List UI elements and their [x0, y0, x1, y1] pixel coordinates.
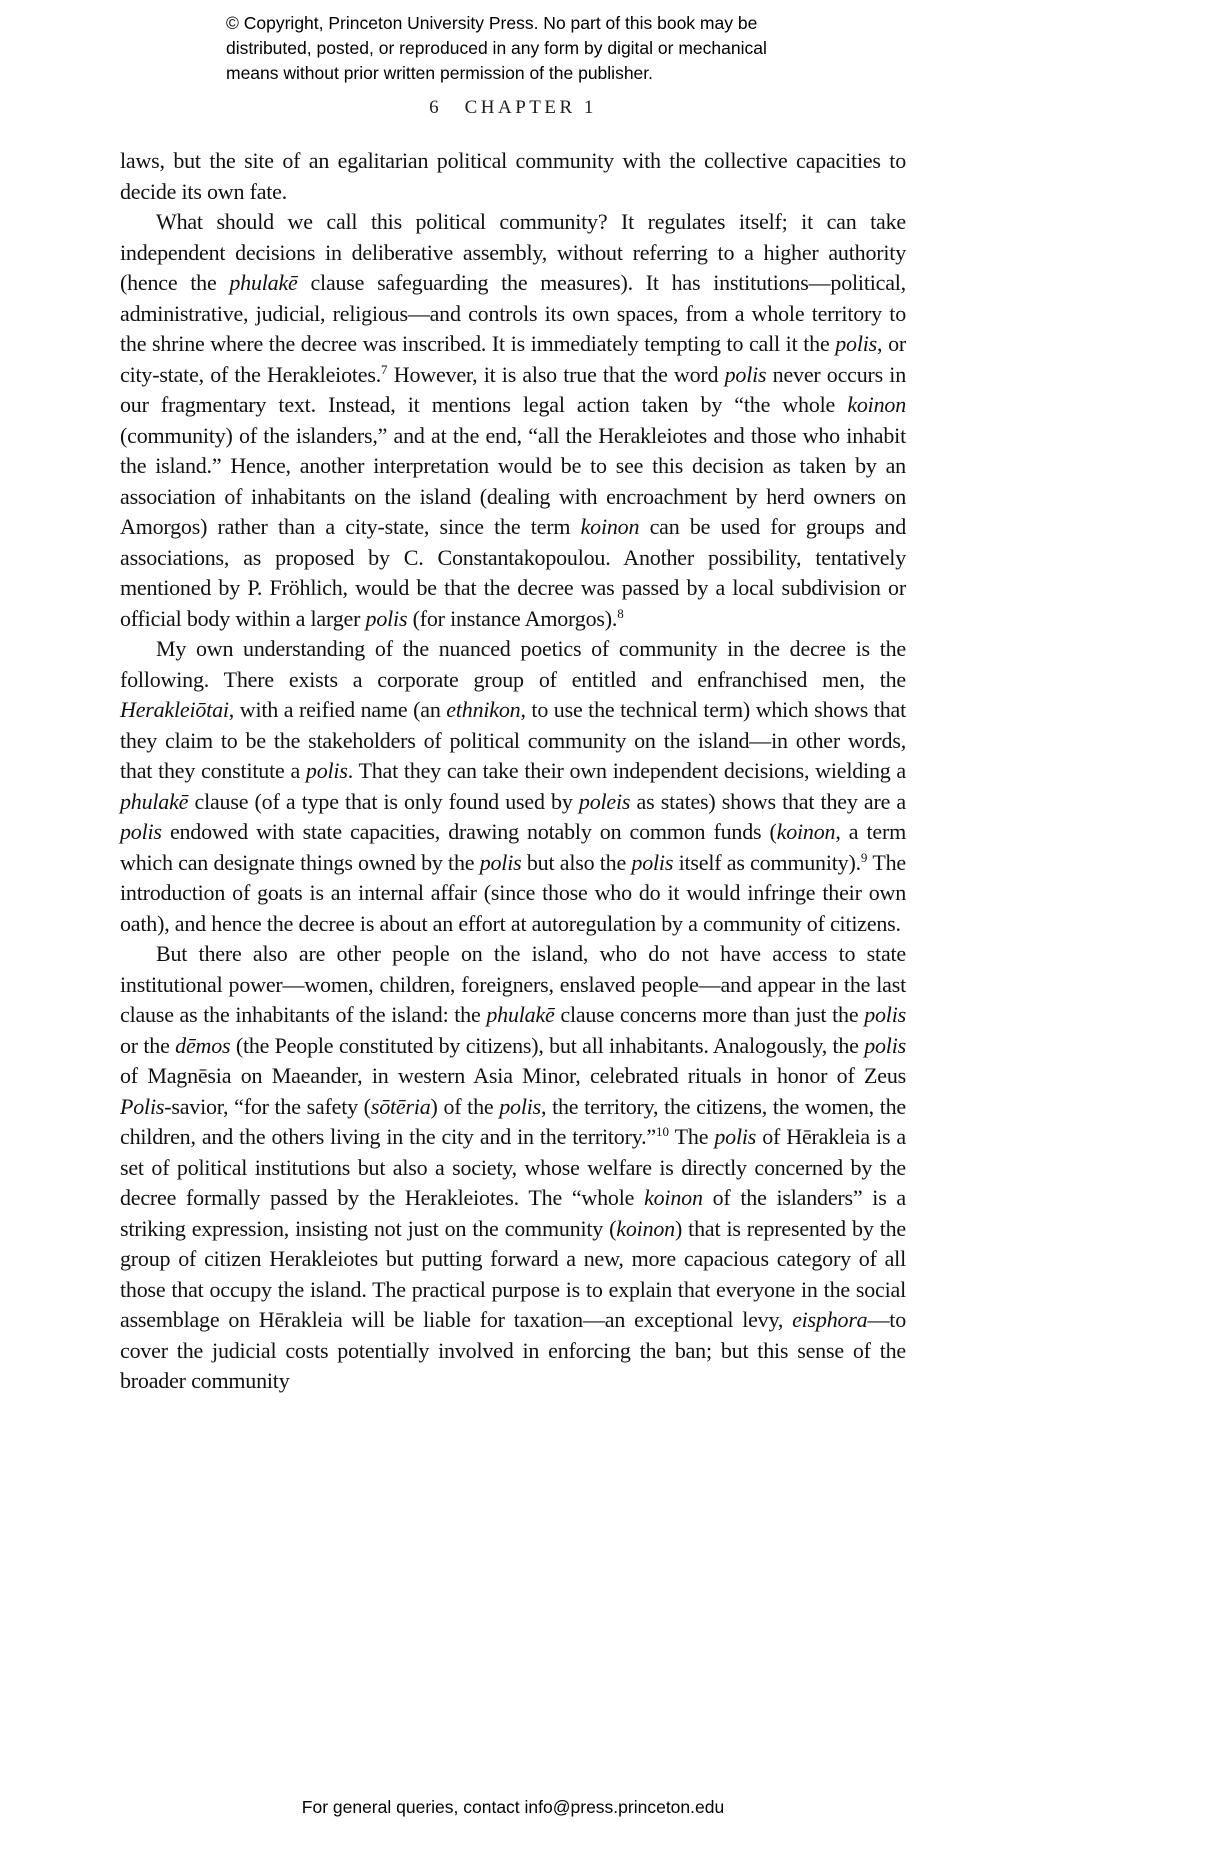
- footnote-ref: 7: [381, 361, 388, 377]
- page-footer: [120, 1797, 906, 1818]
- footnote-ref: 10: [655, 1124, 669, 1139]
- italic-term: koinon: [580, 514, 640, 539]
- text-run: (community) of the islanders,” and at the end, “all the Herakleiotes and those who inhabit the island.” Hence, another interpretation would be to see this decision as taken by an association of inhabitants on the island (dealing with encroachment by herd owners on Amorgos) rather than a city-state, since the term: [120, 422, 906, 539]
- text-run: My own understanding of the nuanced poetics of community in the decree is the following. There exists a corporate group of entitled and enfranchised men, the: [120, 636, 906, 692]
- italic-term: polis: [724, 361, 767, 387]
- italic-term: koinon: [616, 1215, 675, 1241]
- text-run: But there also are other people on the island, who do not have access to state institutional power—women, children, foreigners, enslaved people—and appear in the last clause as the inhabitants of the island: the: [120, 941, 906, 1027]
- italic-term: polis: [864, 1032, 906, 1058]
- italic-term: polis: [835, 331, 878, 356]
- text-run: of Magnēsia on Maeander, in western Asia Minor, celebrated rituals in honor of Zeus: [120, 1063, 906, 1088]
- text-run: never occurs in our fragmentary text. Instead, it mentions legal action taken by “the whole: [120, 361, 906, 417]
- text-run: . That they can take their own independent decisions, wielding a: [347, 758, 906, 783]
- footer-text: For general queries, contact info@press.princeton.edu: [301, 1797, 725, 1817]
- text-run: —to cover the judicial costs potentially involved in enforcing the ban; but this sense of the broader community: [120, 1307, 906, 1393]
- copyright-notice: [226, 11, 767, 86]
- text-run: (for instance Amorgos).: [407, 605, 618, 631]
- italic-term: phulakē: [486, 1002, 555, 1027]
- text-run: , the territory, the citizens, the women, the children, and the others living in the city and in the territory.”: [120, 1093, 906, 1149]
- copyright-line-2: distributed, posted, or reproduced in any form by digital or mechanical: [226, 38, 767, 58]
- text-run: , to use the technical term) which shows that they claim to be the stakeholders of political community on the island—in other words, that they constitute a: [120, 697, 906, 783]
- running-head: [120, 97, 906, 119]
- paragraph: [120, 939, 906, 1397]
- text-run: clause concerns more than just the: [554, 1002, 865, 1027]
- text-run: , with a reified name (an: [228, 697, 447, 722]
- text-run: or the: [120, 1032, 176, 1058]
- italic-term: polis: [864, 1002, 906, 1027]
- text-run: itself as community).: [673, 849, 861, 875]
- text-run: of the islanders” is a striking expression, insisting not just on the community (: [120, 1185, 906, 1241]
- paragraph: [120, 634, 906, 939]
- italic-term: sōtēria: [370, 1093, 431, 1119]
- text-run: However, it is also true that the word: [387, 361, 725, 387]
- text-run: ) that is represented by the group of citizen Herakleiotes but putting forward a new, more capacious category of all those that occupy the island. The practical purpose is to explain that everyone in the social assemblage on Hērakleia will be liable for taxation—an exceptional levy,: [120, 1215, 906, 1332]
- text-run: -savior, “for the safety (: [164, 1093, 371, 1119]
- italic-term: ethnikon: [446, 697, 521, 722]
- paragraph: [120, 207, 906, 634]
- italic-term: polis: [631, 849, 674, 875]
- italic-term: polis: [714, 1124, 757, 1149]
- text-run: The introduction of goats is an internal affair (since those who do it would infringe their own oath), and hence the decree is about an effort at autoregulation by a community of citizens.: [120, 849, 906, 936]
- chapter-label: CHAPTER 1: [464, 97, 597, 118]
- text-run: (the People constituted by citizens), but all inhabitants. Analogously, the: [230, 1032, 865, 1058]
- text-run: , or city-state, of the Herakleiotes.: [120, 331, 907, 387]
- copyright-line-3: means without prior written permission of the publisher.: [226, 63, 654, 83]
- text-run: of Hērakleia is a set of political institutions but also a society, whose welfare is directly concerned by the decree formally passed by the Herakleiotes. The “whole: [120, 1124, 906, 1210]
- text-run: clause (of a type that is only found used by: [188, 788, 579, 814]
- italic-term: polis: [479, 849, 522, 875]
- paragraph: [120, 146, 906, 207]
- italic-term: polis: [499, 1093, 542, 1119]
- italic-term: Herakleiōtai: [120, 697, 229, 722]
- footnote-ref: 8: [617, 605, 624, 621]
- italic-term: koinon: [776, 819, 836, 844]
- body-text: [120, 146, 906, 1397]
- copyright-line-1: © Copyright, Princeton University Press. No part of this book may be: [226, 13, 758, 33]
- text-column: [120, 97, 906, 1397]
- italic-term: polis: [305, 758, 348, 783]
- text-run: The: [668, 1124, 715, 1149]
- italic-term: polis: [120, 819, 162, 844]
- italic-term: dēmos: [175, 1032, 231, 1058]
- italic-term: phulakē: [120, 788, 189, 814]
- italic-term: koinon: [847, 392, 906, 417]
- text-run: but also the: [521, 849, 632, 875]
- footnote-ref: 9: [860, 849, 868, 865]
- text-run: clause safeguarding the measures). It has institutions—political, administrative, judicial, religious—and controls its own spaces, from a whole territory to the shrine where the decree was inscribed. It is immediately tempting to call it the: [120, 270, 906, 356]
- italic-term: poleis: [578, 788, 631, 814]
- italic-term: eisphora: [792, 1307, 868, 1332]
- text-run: , a term which can designate things owned by the: [120, 819, 906, 875]
- page-number: 6: [429, 97, 441, 118]
- italic-term: phulakē: [229, 270, 298, 295]
- italic-term: Polis: [120, 1093, 165, 1119]
- text-run: What should we call this political community? It regulates itself; it can take independent decisions in deliberative assembly, without referring to a higher authority (hence the: [120, 209, 906, 295]
- italic-term: polis: [365, 605, 408, 631]
- text-run: laws, but the site of an egalitarian political community with the collective capacities to decide its own fate.: [120, 148, 906, 204]
- italic-term: koinon: [644, 1185, 703, 1210]
- text-run: ) of the: [430, 1093, 500, 1119]
- text-run: as states) shows that they are a: [630, 788, 906, 814]
- text-run: endowed with state capacities, drawing notably on common funds (: [161, 819, 777, 844]
- text-run: can be used for groups and associations, as proposed by C. Constantakopoulou. Another possibility, tentatively mentioned by P. Fröhlich, would be that the decree was passed by a local subdivision or official body within a larger: [120, 514, 907, 631]
